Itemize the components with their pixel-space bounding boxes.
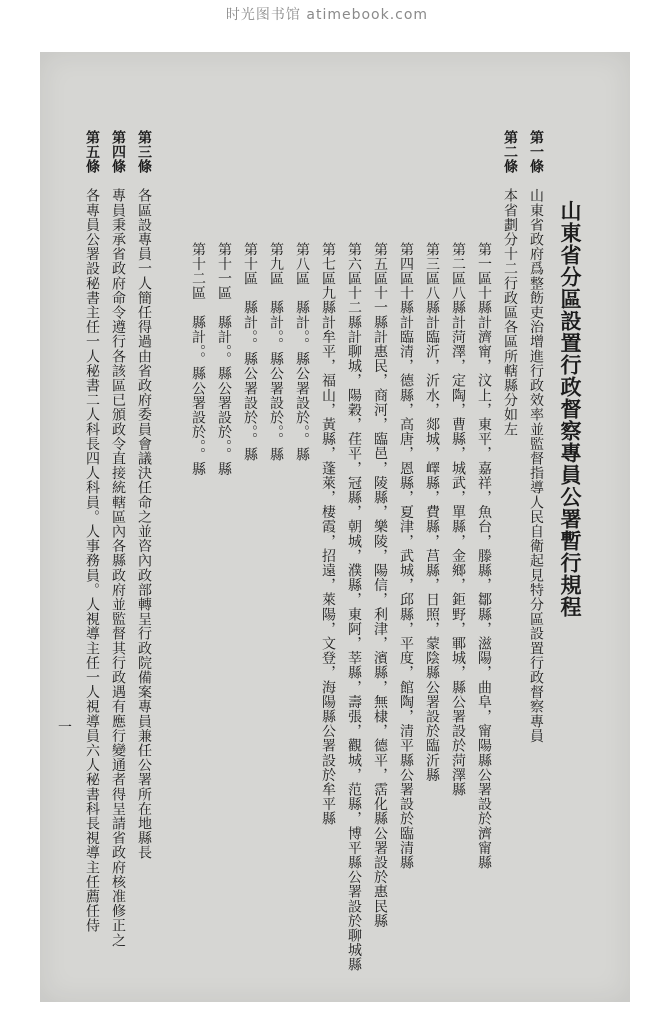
column-text: 第一區十縣計濟甯，汶上，東平，嘉祥，魚台，滕縣，鄒縣，滋陽，曲阜，甯陽縣公署設於濟甯縣	[476, 242, 492, 870]
text-column	[243, 242, 257, 982]
text-column	[295, 242, 309, 982]
column-text: 第六區十二縣計聊城，陽穀，荏平，冠縣，朝城，濮縣，東阿，莘縣，壽張，觀城，范縣，博平縣公署設於聊城縣	[346, 242, 362, 972]
watermark: 时光图书馆 atimebook.com	[225, 7, 429, 23]
column-text: 第十一區 縣計。。縣公署設於。。縣	[216, 242, 232, 477]
column-text: 第四區十縣計臨清，德縣，高唐，恩縣，夏津，武城，邱縣，平度，館陶，清平縣公署設於臨清縣	[398, 242, 414, 870]
article-number: 第一條	[528, 130, 544, 174]
column-text: 各專員公署設秘書主任一人秘書二人科長四人科員。人事務員。人視導主任一人視導員六人秘書科長視導主任薦任侍	[84, 188, 100, 934]
text-column	[399, 242, 413, 982]
text-column	[191, 242, 205, 982]
text-column	[269, 242, 283, 982]
text-column	[425, 242, 439, 982]
text-column	[373, 242, 387, 982]
column-text: 第十區 縣計。。縣公署設於。。縣	[242, 242, 258, 462]
text-column	[451, 242, 465, 982]
column-text: 本省劃分十二行政區各區所轄縣分如左	[502, 188, 518, 437]
text-column	[321, 242, 335, 982]
text-column	[217, 242, 231, 982]
page-number: 一	[58, 720, 72, 736]
column-text: 第二區八縣計菏澤，定陶，曹縣，城武，單縣，金鄉，鉅野，鄆城，縣公署設於菏澤縣	[450, 242, 466, 797]
article-number: 第二條	[502, 130, 518, 174]
column-text: 山東省政府爲整飭吏治增進行政效率並監督指導人民自衛起見特分區設置行政督察專員	[528, 188, 544, 744]
column-text: 第十二區 縣計。。縣公署設於。。縣	[190, 242, 206, 477]
column-text: 第五區十一縣計惠民，商河，臨邑，陵縣，樂陵，陽信，利津，濱縣，無棣，德平，霑化縣公署設於惠民縣	[372, 242, 388, 929]
text-column	[503, 130, 517, 980]
text-column	[477, 242, 491, 982]
article-number: 第五條	[84, 130, 100, 174]
text-column	[529, 130, 543, 980]
article-number: 第三條	[136, 130, 152, 174]
scanned-page	[40, 52, 630, 1002]
column-text: 第九區 縣計。。縣公署設於。。縣	[268, 242, 284, 462]
text-column	[137, 130, 151, 980]
column-text: 專員秉承省政府命令遵行各該區已頒政令直接統轄區內各縣政府並監督其行政遇有應行變通者得呈請省政府核准修正之	[110, 188, 126, 948]
column-text: 第三區八縣計臨沂，沂水，郯城，嶧縣，費縣，莒縣，日照，蒙陰縣公署設於臨沂縣	[424, 242, 440, 783]
column-text: 各區設專員一人簡任得過由省政府委員會議決任命之並咨內政部轉呈行政院備案專員兼任公署所在地縣長	[136, 188, 152, 861]
text-column	[85, 130, 99, 980]
text-column	[111, 130, 125, 980]
column-text: 第七區九縣計牟平，福山，黃縣，蓬萊，棲霞，招遠，萊陽，文登，海陽縣公署設於牟平縣	[320, 242, 336, 826]
text-column	[347, 242, 361, 982]
document-title: 山東省分區設置行政督察專員公署暫行規程	[558, 200, 583, 618]
column-text: 第八區 縣計。。縣公署設於。。縣	[294, 242, 310, 462]
article-number: 第四條	[110, 130, 126, 174]
